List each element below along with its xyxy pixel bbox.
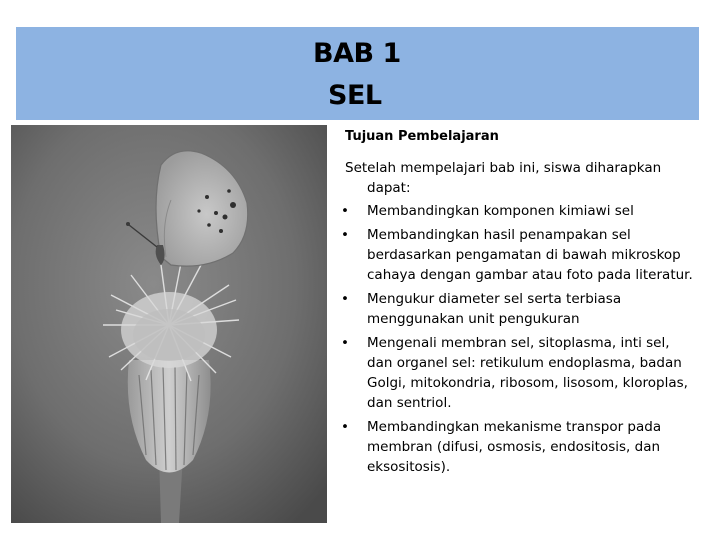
list-item: • Membandingkan komponen kimiawi sel	[341, 203, 634, 219]
learning-objectives	[341, 128, 695, 481]
objectives-heading: Tujuan Pembelajaran	[345, 129, 499, 144]
bullet-icon: •	[341, 419, 349, 435]
chapter-number: BAB 1	[313, 38, 401, 69]
list-item: • Mengenali membran sel, sitoplasma, inti sel, dan organel sel: retikulum endoplasma, badan Golgi, mitokondria, ribosom, lisosom, kloroplas, dan sentriol.	[341, 335, 688, 411]
list-item: • Mengukur diameter sel serta terbiasa menggunakan unit pengukuran	[341, 291, 622, 327]
bullet-icon: •	[341, 203, 349, 219]
objectives-list	[341, 201, 695, 477]
list-item: • Membandingkan hasil penampakan sel berdasarkan pengamatan di bawah mikroskop cahaya dengan gambar atau foto pada literatur.	[341, 227, 693, 283]
chapter-title: SEL	[328, 80, 382, 111]
bullet-icon: •	[341, 227, 349, 243]
objectives-intro: Setelah mempelajari bab ini, siswa diharapkan dapat:	[345, 160, 662, 196]
list-item: • Membandingkan mekanisme transpor pada membran (difusi, osmosis, endositosis, dan eksositosis).	[341, 419, 662, 475]
butterfly-flower-photo	[11, 125, 327, 523]
bullet-icon: •	[341, 335, 349, 351]
bullet-icon: •	[341, 291, 349, 307]
